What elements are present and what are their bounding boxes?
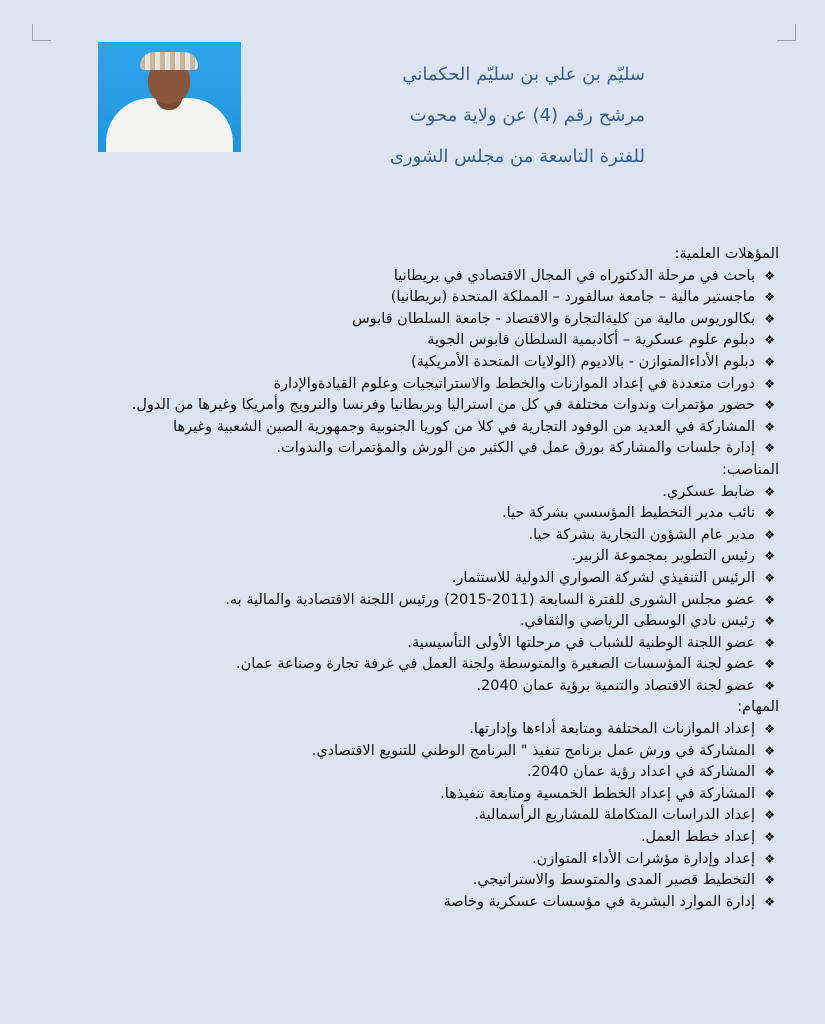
list-item: ❖ دبلوم علوم عسكرية – أكاديمية السلطان قابوس الجوية <box>40 330 775 352</box>
list-item: ❖ عضو لجنة الاقتصاد والتنمية برؤية عمان 2040. <box>40 676 775 698</box>
page-corner-mark-left <box>32 24 51 41</box>
list-item: ❖ الرئيس التنفيذي لشركة الصواري الدولية للاستثمار. <box>40 568 775 590</box>
candidate-name: سليّم بن علي بن سليّم الحكماني <box>402 64 645 85</box>
list-item: ❖ عضو مجلس الشورى للفترة السابعة (2011-2015) ورئيس اللجنة الاقتصادية والمالية به. <box>40 590 775 612</box>
list-item: ❖ دورات متعددة في إعداد الموازنات والخطط والاستراتيجيات وعلوم القيادةوالإدارة <box>40 374 775 396</box>
list-item: ❖ المشاركة في اعداد رؤية عمان 2040. <box>40 762 775 784</box>
section-tasks <box>40 697 779 913</box>
list-item: ❖ المشاركة في إعداد الخطط الخمسية ومتابعة تنفيذها. <box>40 784 775 806</box>
tasks-list <box>40 719 779 913</box>
list-item: ❖ إعداد الموازنات المختلفة ومتابعة أداءها وإدارتها. <box>40 719 775 741</box>
list-item: ❖ ضابط عسكري. <box>40 482 775 504</box>
section-qualifications <box>40 244 779 460</box>
photo-cap <box>140 52 198 70</box>
list-item: ❖ عضو لجنة المؤسسات الصغيرة والمتوسطة ولجنة العمل في غرفة تجارة وصناعة عمان. <box>40 654 775 676</box>
list-item: ❖ حضور مؤتمرات وندوات مختلفة في كل من استراليا وبريطانيا وفرنسا والنرويج وأمريكا وغيرها من الدول. <box>40 395 775 417</box>
list-item: ❖ المشاركة في العديد من الوفود التجارية في كلا من كوريا الجنوبية وجمهورية الصين الشعبية وغيرها <box>40 417 775 439</box>
section-title: المهام: <box>737 699 779 716</box>
candidate-header <box>390 58 645 181</box>
section-title: المناصب: <box>721 461 779 478</box>
list-item: ❖ إدارة الموارد البشرية في مؤسسات عسكرية وخاصة <box>40 892 775 914</box>
positions-list <box>40 482 779 698</box>
candidate-photo <box>98 42 241 152</box>
list-item: ❖ بكالوريوس مالية من كليةالتجارة والاقتصاد - جامعة السلطان قابوس <box>40 309 775 331</box>
candidate-number: مرشح رقم (4) عن ولاية محوت <box>409 105 645 126</box>
list-item: ❖ عضو اللجنة الوطنية للشباب في مرحلتها الأولى التأسيسية. <box>40 633 775 655</box>
resume-content <box>40 244 779 913</box>
list-item: ❖ إعداد وإدارة مؤشرات الأداء المتوازن. <box>40 849 775 871</box>
list-item: ❖ إعداد خطط العمل. <box>40 827 775 849</box>
list-item: ❖ المشاركة في ورش عمل برنامج تنفيذ " البرنامج الوطني للتنويع الاقتصادي. <box>40 741 775 763</box>
list-item: ❖ رئيس نادي الوسطى الرياضي والثقافي. <box>40 611 775 633</box>
page-corner-mark-right <box>777 24 796 41</box>
list-item: ❖ مدير عام الشؤون التجارية بشركة حيا. <box>40 525 775 547</box>
list-item: ❖ نائب مدير التخطيط المؤسسي بشركة حيا. <box>40 503 775 525</box>
section-positions <box>40 460 779 698</box>
list-item: ❖ رئيس التطوير بمجموعة الزبير. <box>40 546 775 568</box>
section-title: المؤهلات العلمية: <box>674 246 779 262</box>
qualifications-list <box>40 266 779 460</box>
list-item: ❖ إدارة جلسات والمشاركة بورق عمل في الكثير من الورش والمؤتمرات والندوات. <box>40 438 775 460</box>
list-item: ❖ دبلوم الأداءالمتوازن - بالاديوم (الولايات المتحدة الأمريكية) <box>40 352 775 374</box>
list-item: ❖ ماجستير مالية – جامعة سالفورد – المملكة المتحدة (بريطانيا) <box>40 287 775 309</box>
council-period: للفترة التاسعة من مجلس الشورى <box>389 146 645 167</box>
list-item: ❖ التخطيط قصير المدى والمتوسط والاستراتيجي. <box>40 870 775 892</box>
list-item: ❖ إعداد الدراسات المتكاملة للمشاريع الرأسمالية. <box>40 805 775 827</box>
list-item: ❖ باحث في مرحلة الدكتوراه في المجال الاقتصادي في بريطانيا <box>40 266 775 288</box>
